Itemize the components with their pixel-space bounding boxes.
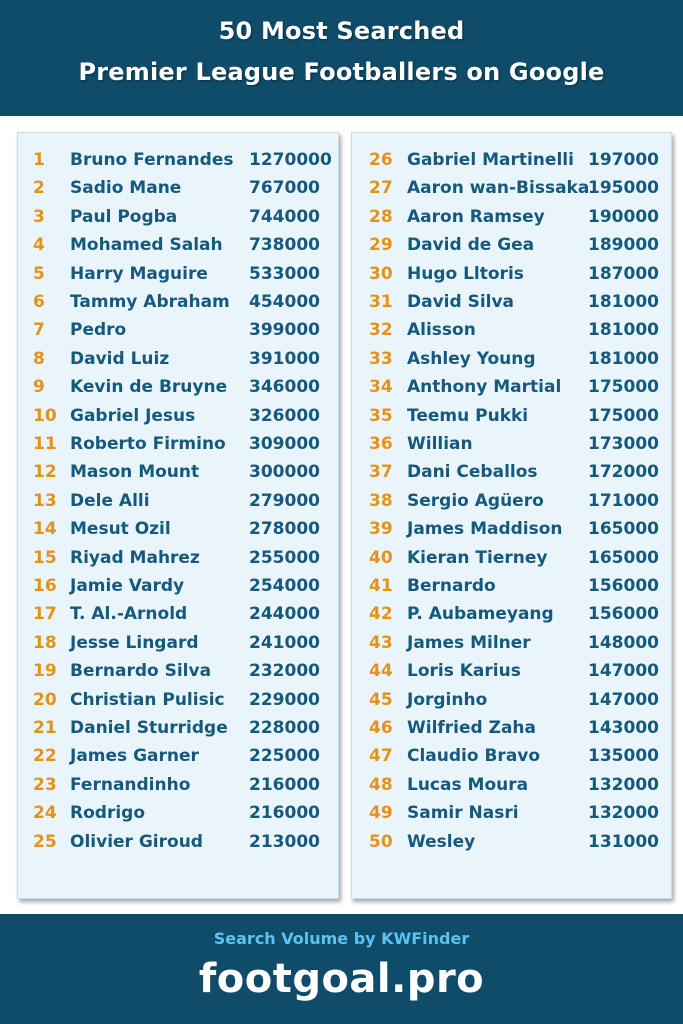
ranking-row: [18, 572, 338, 600]
search-volume: 767000: [249, 178, 320, 199]
player-name: Harry Maguire: [70, 263, 208, 284]
search-volume: 147000: [588, 661, 659, 682]
rank-number: 20: [33, 689, 57, 710]
rank-number: 31: [369, 292, 393, 312]
rank-number: 44: [369, 661, 393, 682]
player-name: Kevin de Bruyne: [70, 377, 228, 398]
rank-number: 11: [33, 434, 57, 454]
ranking-row: [18, 714, 338, 742]
rank-number: 14: [33, 519, 57, 540]
ranking-row: [352, 316, 671, 344]
player-name: Pedro: [70, 320, 127, 341]
player-name: Dani Ceballos: [407, 462, 538, 483]
ranking-row: [18, 316, 338, 344]
rank-number: 24: [33, 803, 57, 824]
ranking-row: [352, 402, 671, 430]
player-name: David Luiz: [70, 348, 170, 369]
ranking-row: [352, 714, 671, 742]
player-name: Wesley: [407, 831, 476, 852]
ranking-row: [18, 742, 338, 770]
ranking-row: [352, 828, 671, 856]
ranking-row: [18, 231, 338, 259]
player-name: Tammy Abraham: [70, 292, 230, 312]
search-volume: 454000: [249, 292, 320, 312]
ranking-row: [18, 146, 338, 174]
player-name: Jorginho: [407, 689, 488, 710]
player-name: David Silva: [407, 292, 515, 312]
ranking-row: [352, 657, 671, 685]
ranking-row: [18, 828, 338, 856]
search-volume: 175000: [588, 377, 659, 398]
player-name: Jesse Lingard: [70, 632, 199, 653]
search-volume: 228000: [249, 718, 320, 738]
search-volume: 190000: [588, 206, 659, 227]
search-volume: 195000: [588, 178, 659, 199]
rank-number: 46: [369, 718, 393, 738]
rank-number: 7: [33, 320, 45, 341]
rank-number: 35: [369, 405, 393, 426]
player-name: Paul Pogba: [70, 206, 178, 227]
search-volume: 171000: [588, 490, 659, 511]
rank-number: 47: [369, 746, 393, 767]
ranking-row: [352, 260, 671, 288]
search-volume: 241000: [249, 632, 320, 653]
rank-number: 8: [33, 348, 45, 369]
page-title-line-2: Premier League Footballers on Google: [78, 58, 605, 86]
search-volume: 132000: [588, 774, 659, 795]
search-volume: 147000: [588, 689, 659, 710]
search-volume: 165000: [588, 547, 659, 568]
rank-number: 39: [369, 519, 393, 540]
search-volume: 143000: [588, 718, 659, 738]
rank-number: 42: [369, 604, 393, 625]
player-name: Ashley Young: [407, 348, 536, 369]
search-volume: 187000: [588, 263, 659, 284]
player-name: Mohamed Salah: [70, 235, 223, 256]
player-name: James Milner: [407, 632, 531, 653]
rank-number: 4: [33, 235, 45, 256]
rank-number: 43: [369, 632, 393, 653]
player-name: Rodrigo: [70, 803, 145, 824]
ranking-row: [18, 629, 338, 657]
search-volume: 326000: [249, 405, 320, 426]
ranking-row: [18, 544, 338, 572]
player-name: Daniel Sturridge: [70, 718, 228, 738]
rank-number: 32: [369, 320, 393, 341]
search-volume: 391000: [249, 348, 320, 369]
ranking-row: [352, 799, 671, 827]
rank-number: 36: [369, 434, 393, 454]
player-name: Bernardo: [407, 576, 496, 596]
search-volume: 744000: [249, 206, 320, 227]
search-volume: 229000: [249, 689, 320, 710]
rank-number: 2: [33, 178, 45, 199]
player-name: David de Gea: [407, 235, 535, 256]
ranking-row: [18, 288, 338, 316]
rank-number: 13: [33, 490, 57, 511]
rank-number: 30: [369, 263, 393, 284]
player-name: Fernandinho: [70, 774, 191, 795]
ranking-row: [18, 515, 338, 543]
search-volume: 738000: [249, 235, 320, 256]
player-name: Bernardo Silva: [70, 661, 212, 682]
search-volume: 156000: [588, 604, 659, 625]
player-name: Wilfried Zaha: [407, 718, 537, 738]
search-volume: 216000: [249, 774, 320, 795]
ranking-row: [18, 487, 338, 515]
search-volume: 181000: [588, 320, 659, 341]
player-name: Olivier Giroud: [70, 831, 203, 852]
search-volume: 213000: [249, 831, 320, 852]
search-volume: 148000: [588, 632, 659, 653]
player-name: Jamie Vardy: [70, 576, 185, 596]
search-volume: 254000: [249, 576, 320, 596]
ranking-row: [18, 203, 338, 231]
source-credit: Search Volume by KWFinder: [213, 929, 470, 948]
rank-number: 18: [33, 632, 57, 653]
player-name: Riyad Mahrez: [70, 547, 200, 568]
content-area: [0, 116, 683, 914]
rank-number: 26: [369, 150, 393, 170]
search-volume: 399000: [249, 320, 320, 341]
ranking-row: [352, 288, 671, 316]
search-volume: 346000: [249, 377, 320, 398]
ranking-row: [352, 203, 671, 231]
search-volume: 278000: [249, 519, 320, 540]
rank-number: 16: [33, 576, 57, 596]
rank-number: 3: [33, 206, 45, 227]
site-name: footgoal.pro: [198, 956, 485, 1002]
search-volume: 232000: [249, 661, 320, 682]
player-name: Sergio Agüero: [407, 490, 544, 511]
rank-number: 21: [33, 718, 57, 738]
player-name: Mason Mount: [70, 462, 200, 483]
search-volume: 135000: [588, 746, 659, 767]
player-name: Kieran Tierney: [407, 547, 548, 568]
rank-number: 25: [33, 831, 57, 852]
rank-number: 23: [33, 774, 57, 795]
ranking-row: [18, 600, 338, 628]
rank-number: 5: [33, 263, 45, 284]
player-name: James Garner: [70, 746, 199, 767]
rank-number: 17: [33, 604, 57, 625]
ranking-row: [352, 373, 671, 401]
search-volume: 181000: [588, 348, 659, 369]
ranking-row: [18, 799, 338, 827]
ranking-row: [352, 686, 671, 714]
ranking-row: [352, 487, 671, 515]
ranking-row: [352, 572, 671, 600]
rank-number: 28: [369, 206, 393, 227]
player-name: P. Aubameyang: [407, 604, 554, 625]
search-volume: 533000: [249, 263, 320, 284]
ranking-row: [18, 174, 338, 202]
search-volume: 255000: [249, 547, 320, 568]
search-volume: 197000: [588, 150, 659, 170]
rank-number: 29: [369, 235, 393, 256]
search-volume: 173000: [588, 434, 659, 454]
ranking-row: [18, 345, 338, 373]
player-name: Sadio Mane: [70, 178, 182, 199]
player-name: Loris Karius: [407, 661, 521, 682]
rank-number: 40: [369, 547, 393, 568]
ranking-row: [18, 771, 338, 799]
rank-number: 49: [369, 803, 393, 824]
player-name: Gabriel Jesus: [70, 405, 196, 426]
rank-number: 15: [33, 547, 57, 568]
player-name: Aaron wan-Bissaka: [407, 178, 590, 199]
ranking-row: [352, 515, 671, 543]
search-volume: 300000: [249, 462, 320, 483]
rank-number: 48: [369, 774, 393, 795]
search-volume: 181000: [588, 292, 659, 312]
player-name: Lucas Moura: [407, 774, 529, 795]
ranking-row: [18, 373, 338, 401]
ranking-row: [18, 686, 338, 714]
player-name: Christian Pulisic: [70, 689, 225, 710]
ranking-row: [352, 600, 671, 628]
rank-number: 19: [33, 661, 57, 682]
rank-number: 1: [33, 150, 45, 170]
rank-number: 9: [33, 377, 45, 398]
player-name: Aaron Ramsey: [407, 206, 545, 227]
ranking-row: [352, 174, 671, 202]
search-volume: 309000: [249, 434, 320, 454]
search-volume: 165000: [588, 519, 659, 540]
rank-number: 45: [369, 689, 393, 710]
ranking-row: [18, 657, 338, 685]
ranking-row: [18, 458, 338, 486]
player-name: Claudio Bravo: [407, 746, 541, 767]
search-volume: 131000: [588, 831, 659, 852]
header-banner: [0, 0, 683, 116]
player-name: Samir Nasri: [407, 803, 519, 824]
player-name: Bruno Fernandes: [70, 150, 234, 170]
rank-number: 33: [369, 348, 393, 369]
player-name: Teemu Pukki: [407, 405, 529, 426]
player-name: Dele Alli: [70, 490, 150, 511]
search-volume: 175000: [588, 405, 659, 426]
ranking-row: [18, 430, 338, 458]
player-name: James Maddison: [407, 519, 563, 540]
footer-banner: [0, 914, 683, 1024]
player-name: Alisson: [407, 320, 476, 341]
ranking-panel-left: [17, 132, 339, 899]
ranking-row: [352, 544, 671, 572]
player-name: Gabriel Martinelli: [407, 150, 574, 170]
player-name: Willian: [407, 434, 473, 454]
player-name: Roberto Firmino: [70, 434, 226, 454]
player-name: Anthony Martial: [407, 377, 562, 398]
rank-number: 38: [369, 490, 393, 511]
rank-number: 34: [369, 377, 393, 398]
ranking-row: [352, 345, 671, 373]
ranking-panel-right: [351, 132, 672, 899]
search-volume: 189000: [588, 235, 659, 256]
ranking-row: [352, 742, 671, 770]
search-volume: 156000: [588, 576, 659, 596]
search-volume: 225000: [249, 746, 320, 767]
rank-number: 6: [33, 292, 45, 312]
search-volume: 172000: [588, 462, 659, 483]
rank-number: 27: [369, 178, 393, 199]
ranking-row: [352, 629, 671, 657]
ranking-row: [352, 771, 671, 799]
rank-number: 37: [369, 462, 393, 483]
ranking-row: [18, 260, 338, 288]
player-name: Mesut Ozil: [70, 519, 171, 540]
rank-number: 22: [33, 746, 57, 767]
search-volume: 216000: [249, 803, 320, 824]
ranking-row: [352, 430, 671, 458]
ranking-row: [18, 402, 338, 430]
search-volume: 132000: [588, 803, 659, 824]
search-volume: 279000: [249, 490, 320, 511]
player-name: Hugo Lltoris: [407, 263, 524, 284]
ranking-row: [352, 146, 671, 174]
rank-number: 50: [369, 831, 393, 852]
page-title-line-1: 50 Most Searched: [218, 17, 465, 45]
ranking-row: [352, 231, 671, 259]
rank-number: 12: [33, 462, 57, 483]
ranking-row: [352, 458, 671, 486]
search-volume: 244000: [249, 604, 320, 625]
rank-number: 41: [369, 576, 393, 596]
player-name: T. Al.-Arnold: [70, 604, 188, 625]
rank-number: 10: [33, 405, 57, 426]
search-volume: 1270000: [249, 150, 332, 170]
